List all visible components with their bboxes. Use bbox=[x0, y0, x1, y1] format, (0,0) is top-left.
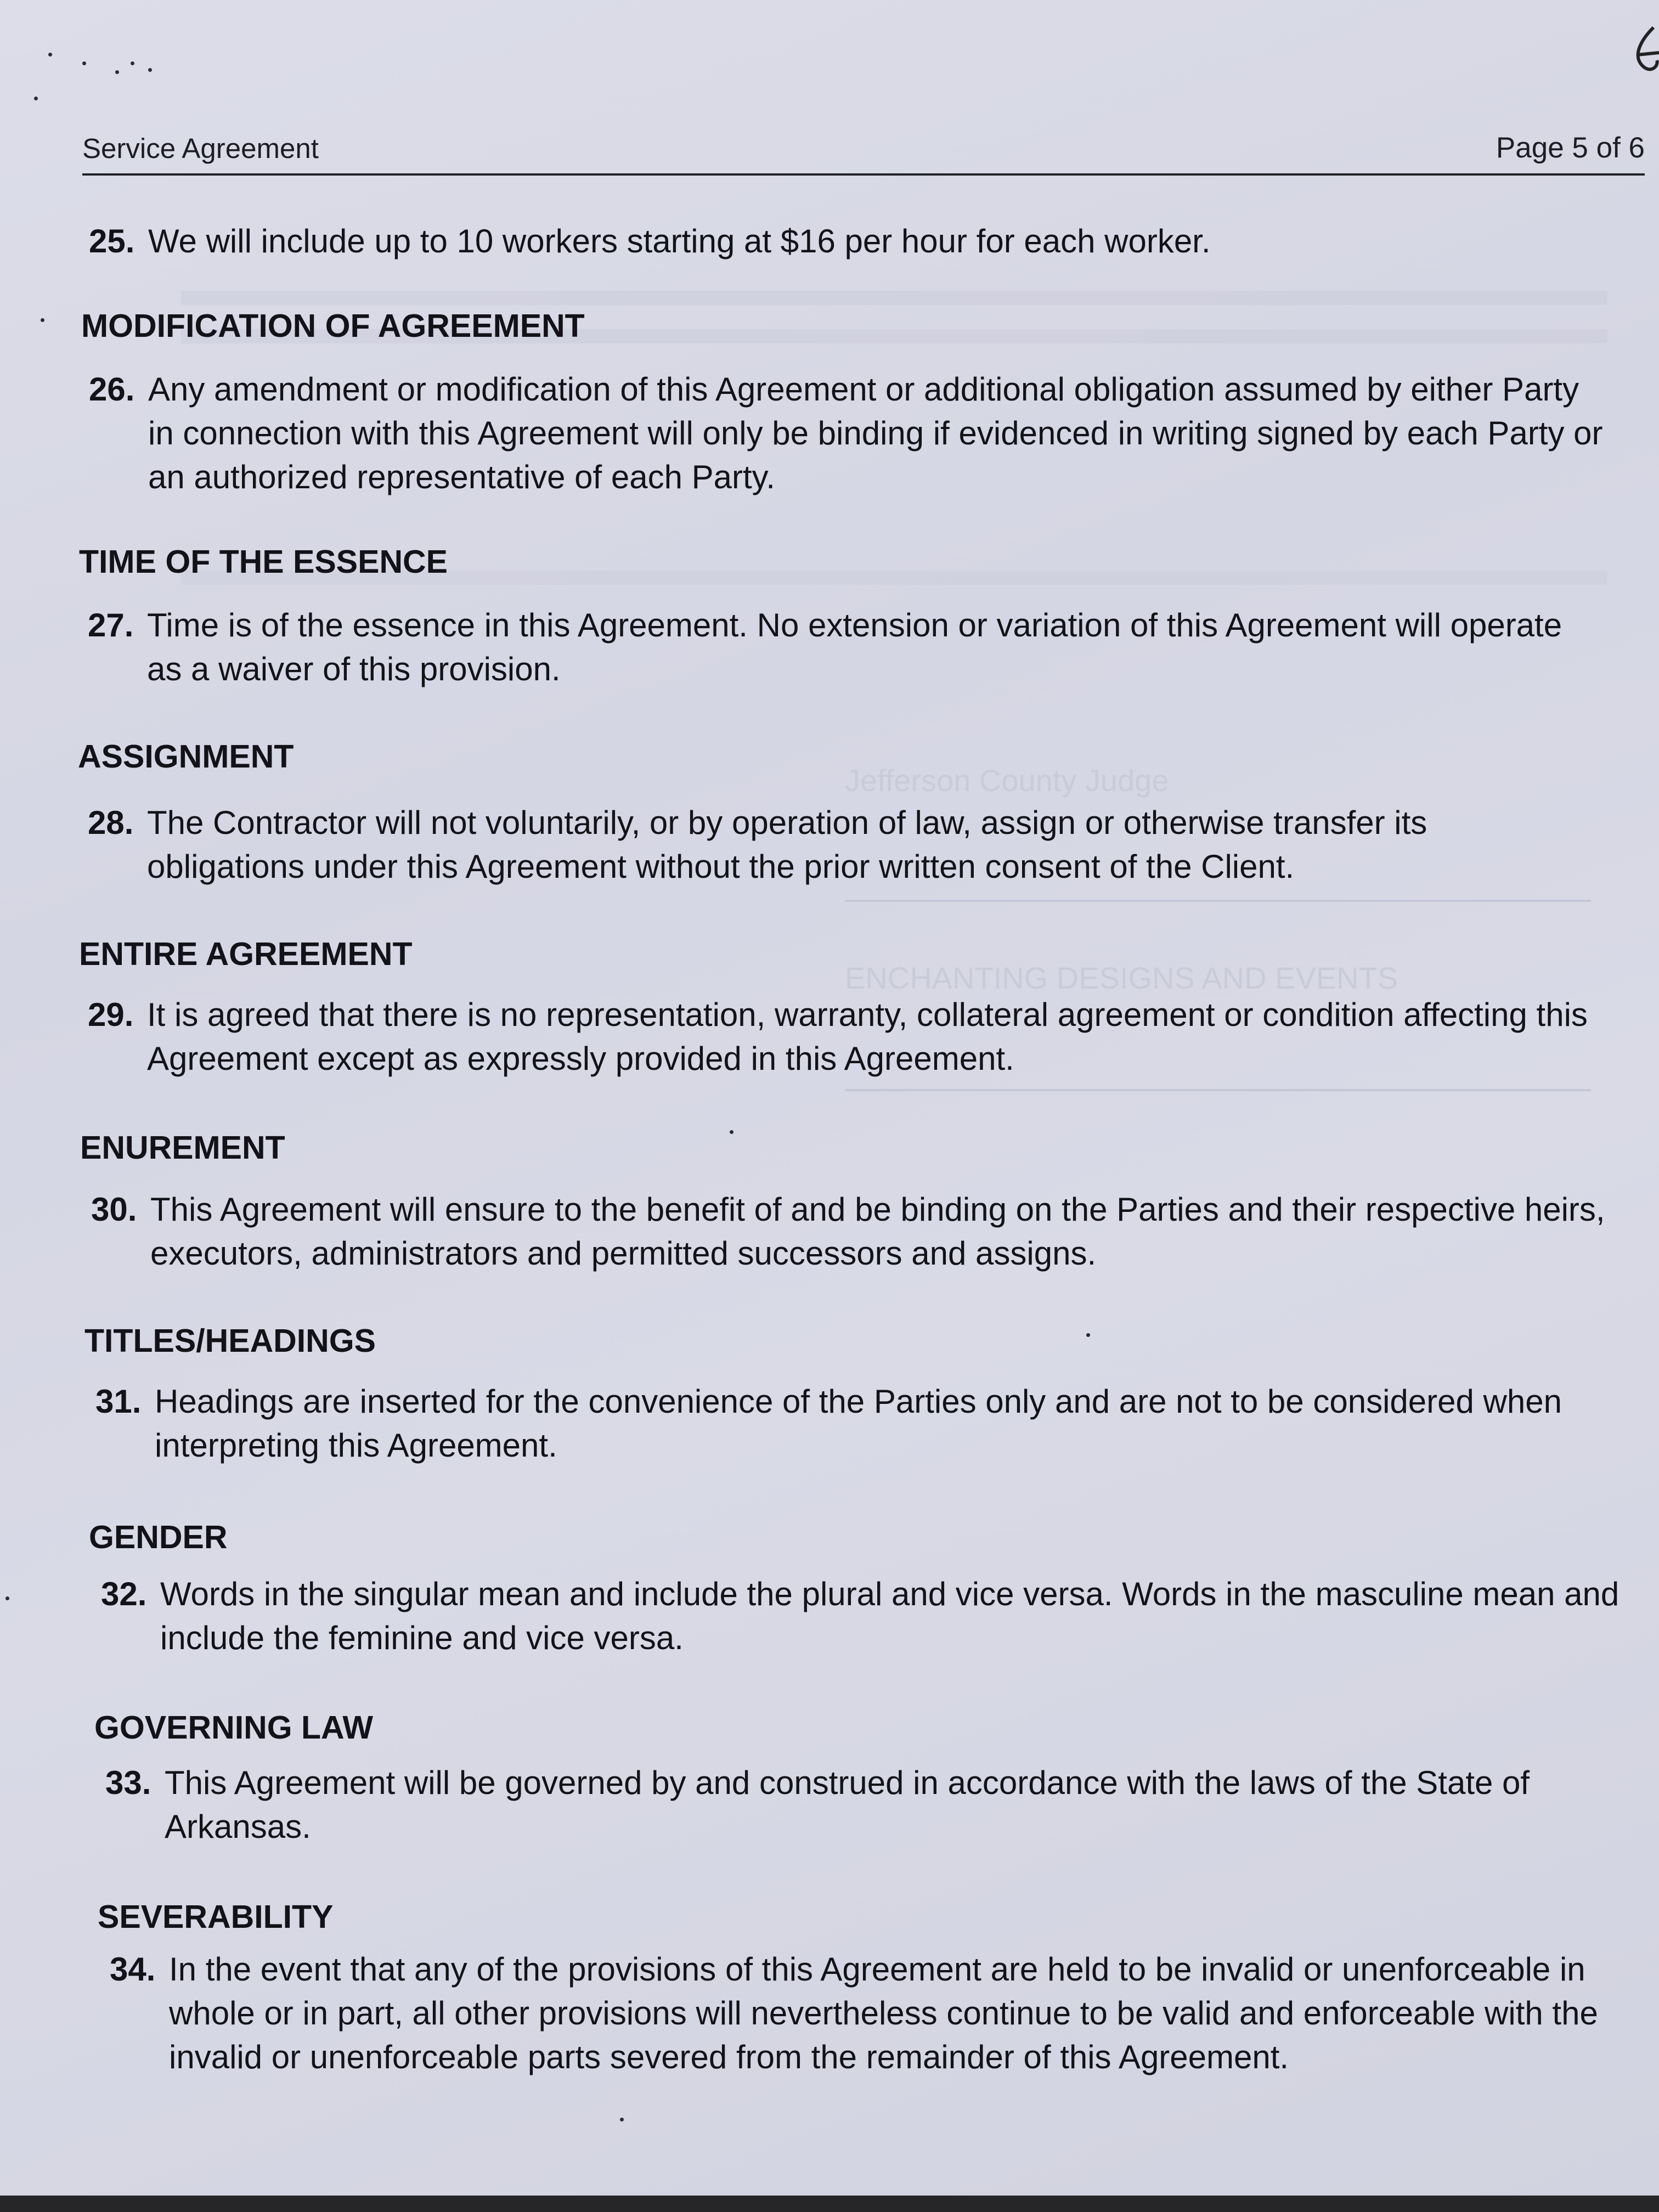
clause-32 bbox=[101, 1572, 1632, 1660]
copier-speck bbox=[82, 61, 86, 65]
clause-number: 31. bbox=[95, 1383, 142, 1420]
clause-number: 28. bbox=[88, 804, 134, 841]
clause-number: 26. bbox=[89, 371, 135, 408]
pen-mark-icon bbox=[1621, 22, 1659, 77]
clause-25 bbox=[89, 219, 1636, 263]
section-heading: SEVERABILITY bbox=[98, 1899, 334, 1935]
document-title: Service Agreement bbox=[82, 133, 319, 164]
section-heading: MODIFICATION OF AGREEMENT bbox=[81, 308, 585, 344]
clause-number: 32. bbox=[101, 1576, 147, 1612]
clause-number: 29. bbox=[88, 996, 134, 1033]
clause-number: 34. bbox=[110, 1951, 156, 1988]
clause-33 bbox=[105, 1761, 1609, 1849]
show-through-signature-line bbox=[845, 1089, 1591, 1091]
copier-speck bbox=[620, 2118, 624, 2121]
section-heading: GENDER bbox=[89, 1519, 228, 1555]
copier-speck bbox=[48, 53, 52, 57]
clause-number: 33. bbox=[105, 1764, 151, 1801]
copier-speck bbox=[131, 61, 134, 65]
clause-text: Words in the singular mean and include the plural and vice versa. Words in the masculine mean and include the feminine and vice versa. bbox=[160, 1576, 1620, 1656]
clause-27 bbox=[88, 603, 1591, 691]
clause-text: Time is of the essence in this Agreement. No extension or variation of this Agreement will operate as a waiver of this provision. bbox=[147, 607, 1562, 687]
clause-26 bbox=[89, 368, 1603, 499]
clause-number: 25. bbox=[89, 223, 135, 259]
section-heading: ASSIGNMENT bbox=[78, 738, 294, 775]
show-through-text-line bbox=[181, 291, 1607, 305]
clause-text: The Contractor will not voluntarily, or by operation of law, assign or otherwise transfer its obligations under this Agreement without the prior written consent of the Client. bbox=[147, 804, 1427, 885]
clause-text: In the event that any of the provisions of this Agreement are held to be invalid or unenforceable in whole or in part, all other provisions will nevertheless continue to be valid and enforceable with the invalid or unenforceable parts severed from the remainder of this Agreement. bbox=[169, 1951, 1598, 2075]
copier-speck bbox=[34, 97, 38, 100]
clause-29 bbox=[88, 993, 1618, 1081]
page-number: Page 5 of 6 bbox=[1496, 132, 1645, 164]
clause-28 bbox=[88, 801, 1580, 889]
copier-speck bbox=[1086, 1333, 1090, 1337]
clause-text: We will include up to 10 workers starting at $16 per hour for each worker. bbox=[148, 223, 1211, 259]
clause-text: It is agreed that there is no representation, warranty, collateral agreement or condition affecting this Agreement except as expressly provided in this Agreement. bbox=[147, 996, 1588, 1077]
copier-speck bbox=[5, 1596, 9, 1600]
clause-text: Headings are inserted for the convenience of the Parties only and are not to be considered when interpreting this Agreement. bbox=[155, 1383, 1562, 1464]
copier-speck bbox=[41, 318, 44, 322]
show-through-text: Jefferson County Judge bbox=[845, 763, 1169, 798]
clause-31 bbox=[95, 1380, 1632, 1468]
copier-speck bbox=[730, 1130, 733, 1134]
section-heading: TIME OF THE ESSENCE bbox=[79, 544, 448, 580]
show-through-signature-line bbox=[845, 900, 1591, 902]
section-heading: ENUREMENT bbox=[80, 1130, 285, 1166]
section-heading: ENTIRE AGREEMENT bbox=[79, 936, 413, 972]
show-through-text: ENCHANTING DESIGNS AND EVENTS bbox=[845, 961, 1398, 995]
copier-speck bbox=[148, 68, 152, 72]
running-header bbox=[82, 127, 1645, 176]
clause-text: Any amendment or modification of this Agreement or additional obligation assumed by either Party in connection with this Agreement will only be binding if evidenced in writing signed by each Party or an authorized representative of each Party. bbox=[148, 371, 1603, 495]
table-surface bbox=[0, 2196, 1659, 2212]
section-heading: GOVERNING LAW bbox=[94, 1709, 374, 1746]
section-heading: TITLES/HEADINGS bbox=[84, 1323, 376, 1359]
clause-30 bbox=[91, 1188, 1605, 1276]
clause-number: 30. bbox=[91, 1191, 137, 1228]
clause-number: 27. bbox=[88, 607, 134, 644]
clause-34 bbox=[110, 1948, 1613, 2079]
clause-text: This Agreement will ensure to the benefit of and be binding on the Parties and their respective heirs, executors, administrators and permitted successors and assigns. bbox=[150, 1191, 1605, 1272]
copier-speck bbox=[115, 70, 119, 74]
clause-text: This Agreement will be governed by and construed in accordance with the laws of the State of Arkansas. bbox=[165, 1764, 1530, 1845]
